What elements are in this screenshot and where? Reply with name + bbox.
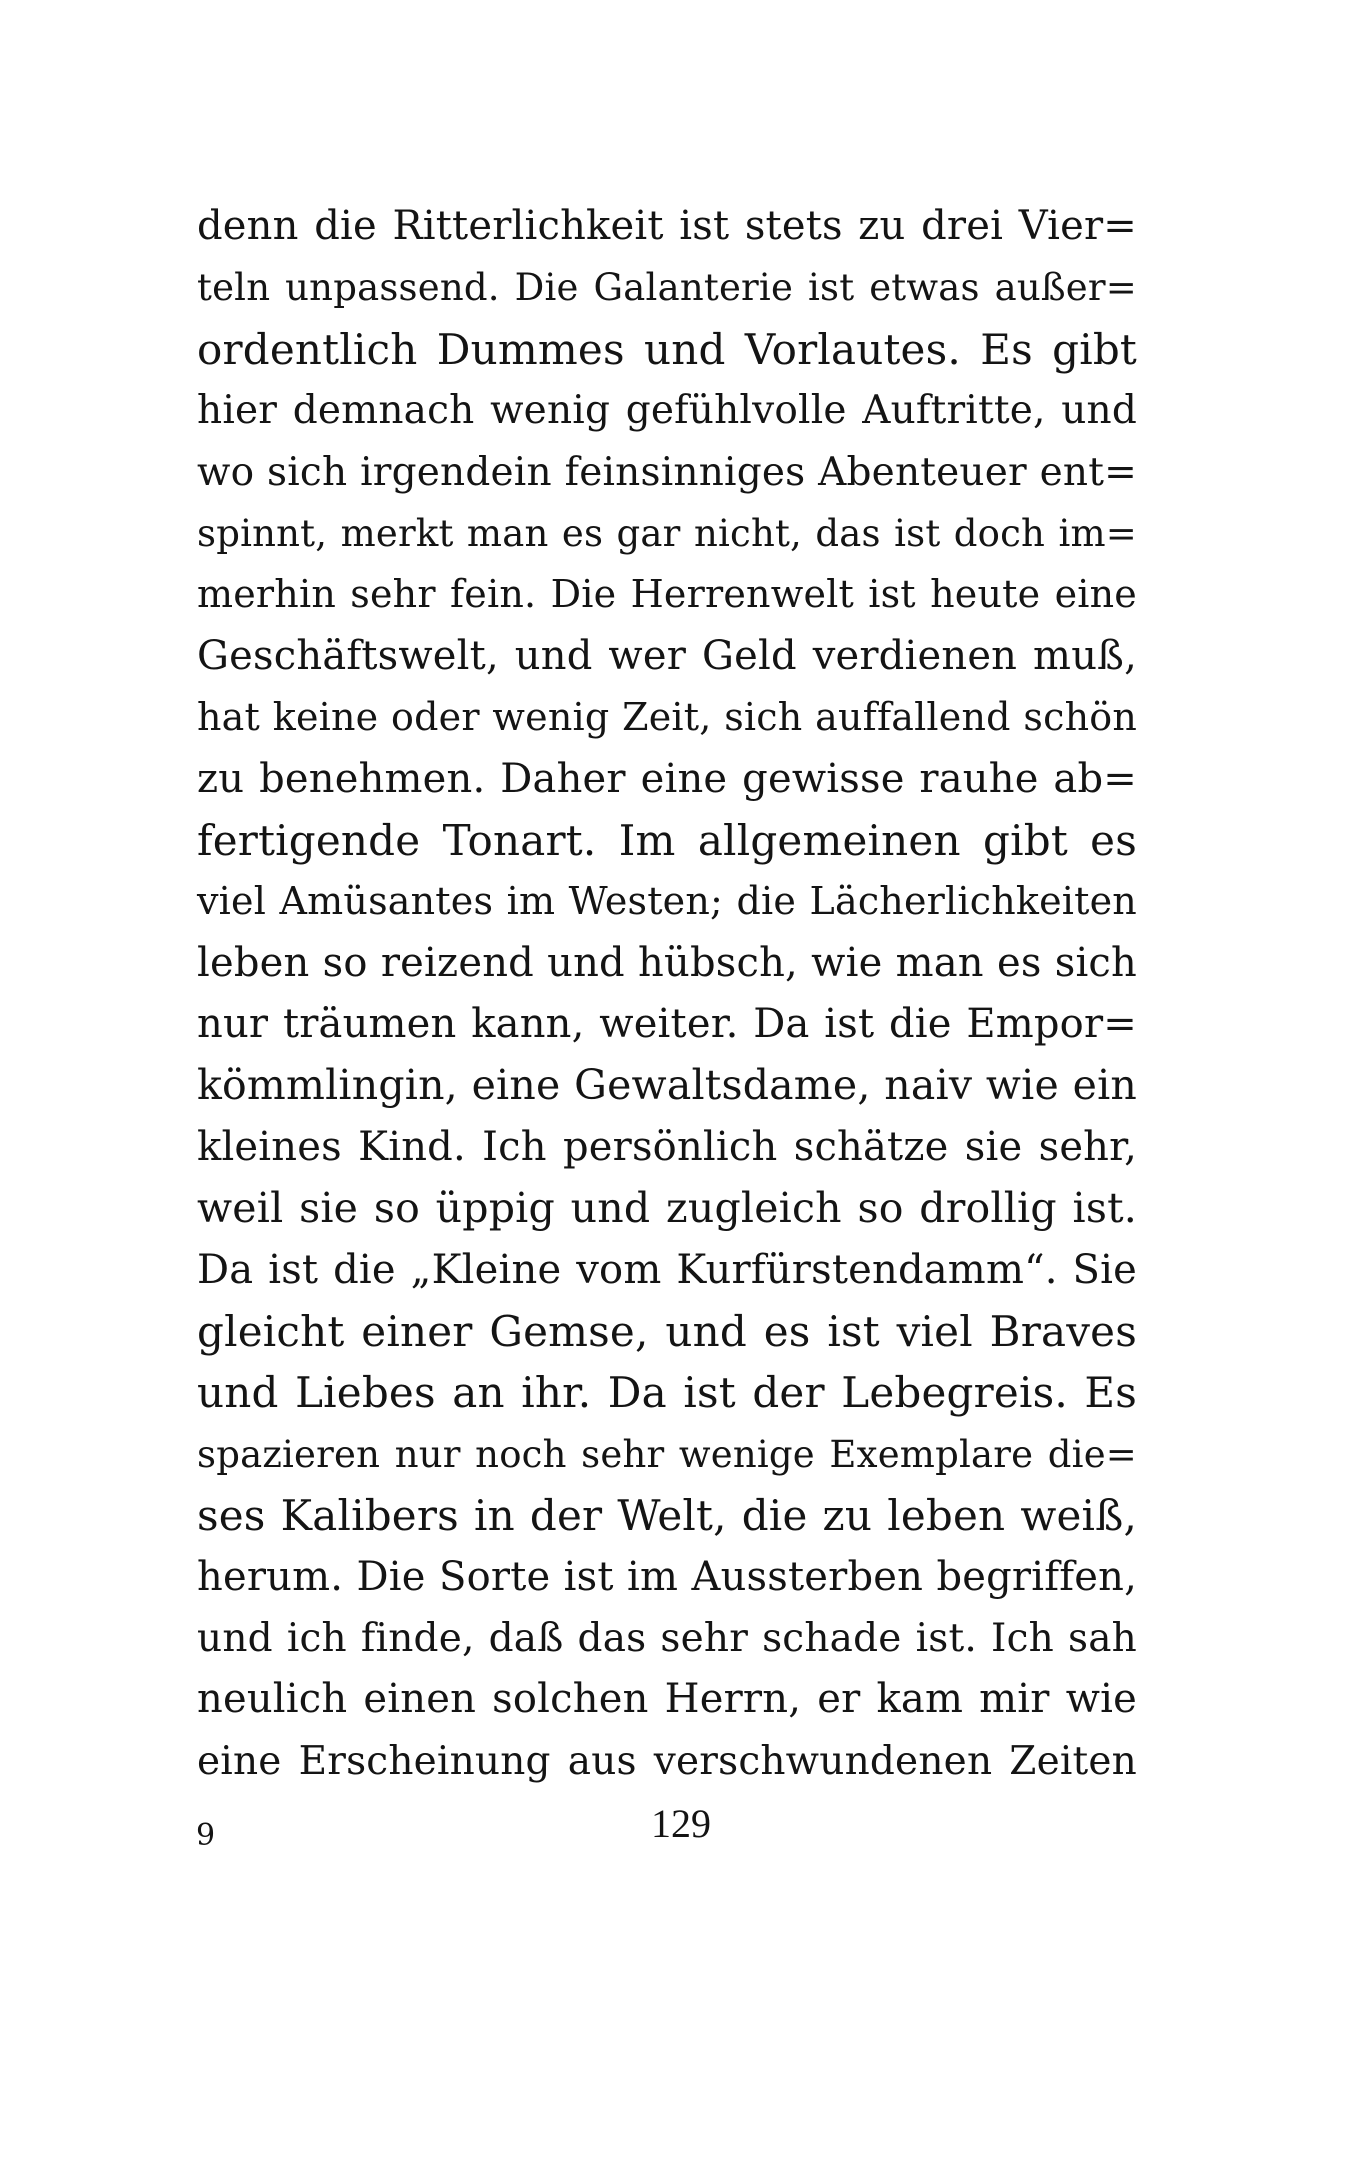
page-number: 129: [651, 1801, 711, 1846]
text-line: Geschäftswelt, und wer Geld verdienen muß,: [197, 632, 1137, 679]
text-line: herum. Die Sorte ist im Aussterben begriffen,: [197, 1553, 1137, 1600]
text-line: Da ist die „Kleine vom Kurfürstendamm“. Sie: [197, 1246, 1137, 1293]
text-line: ordentlich Dummes und Vorlautes. Es gibt: [197, 324, 1137, 374]
text-line: teln unpassend. Die Galanterie ist etwas außer=: [197, 266, 1137, 310]
text-line: eine Erscheinung aus verschwundenen Zeiten: [197, 1738, 1137, 1784]
text-line: ses Kalibers in der Welt, die zu leben weiß,: [197, 1491, 1137, 1541]
text-line: hat keine oder wenig Zeit, sich auffallend schön: [197, 695, 1137, 740]
text-line: fertigende Tonart. Im allgemeinen gibt es: [197, 815, 1137, 865]
text-line: spazieren nur noch sehr wenige Exemplare die=: [197, 1432, 1137, 1476]
text-line: wo sich irgendein feinsinniges Abenteuer ent=: [197, 449, 1137, 495]
text-line: leben so reizend und hübsch, wie man es sich: [197, 939, 1137, 986]
text-line: neulich einen solchen Herrn, er kam mir wie: [197, 1676, 1137, 1723]
text-line: nur träumen kann, weiter. Da ist die Empor=: [197, 1001, 1137, 1048]
signature-mark: 9: [196, 1818, 216, 1853]
body-text: [197, 196, 1137, 1792]
text-line: weil sie so üppig und zugleich so drollig ist.: [197, 1184, 1137, 1233]
text-line: merhin sehr fein. Die Herrenwelt ist heute eine: [197, 572, 1137, 617]
text-line: denn die Ritterlichkeit ist stets zu drei Vier=: [197, 203, 1137, 249]
text-line: und Liebes an ihr. Da ist der Lebegreis. Es: [197, 1368, 1137, 1418]
text-line: hier demnach wenig gefühlvolle Auftritte, und: [197, 388, 1137, 434]
text-line: und ich finde, daß das sehr schade ist. Ich sah: [197, 1615, 1137, 1661]
text-line: viel Amüsantes im Westen; die Lächerlichkeiten: [197, 879, 1137, 924]
text-line: spinnt, merkt man es gar nicht, das ist doch im=: [197, 511, 1137, 555]
text-line: zu benehmen. Daher eine gewisse rauhe ab=: [197, 755, 1137, 802]
text-line: kleines Kind. Ich persönlich schätze sie sehr,: [197, 1123, 1137, 1170]
text-line: kömmlingin, eine Gewaltsdame, naiv wie ein: [197, 1061, 1137, 1110]
text-line: gleicht einer Gemse, und es ist viel Braves: [197, 1307, 1137, 1357]
